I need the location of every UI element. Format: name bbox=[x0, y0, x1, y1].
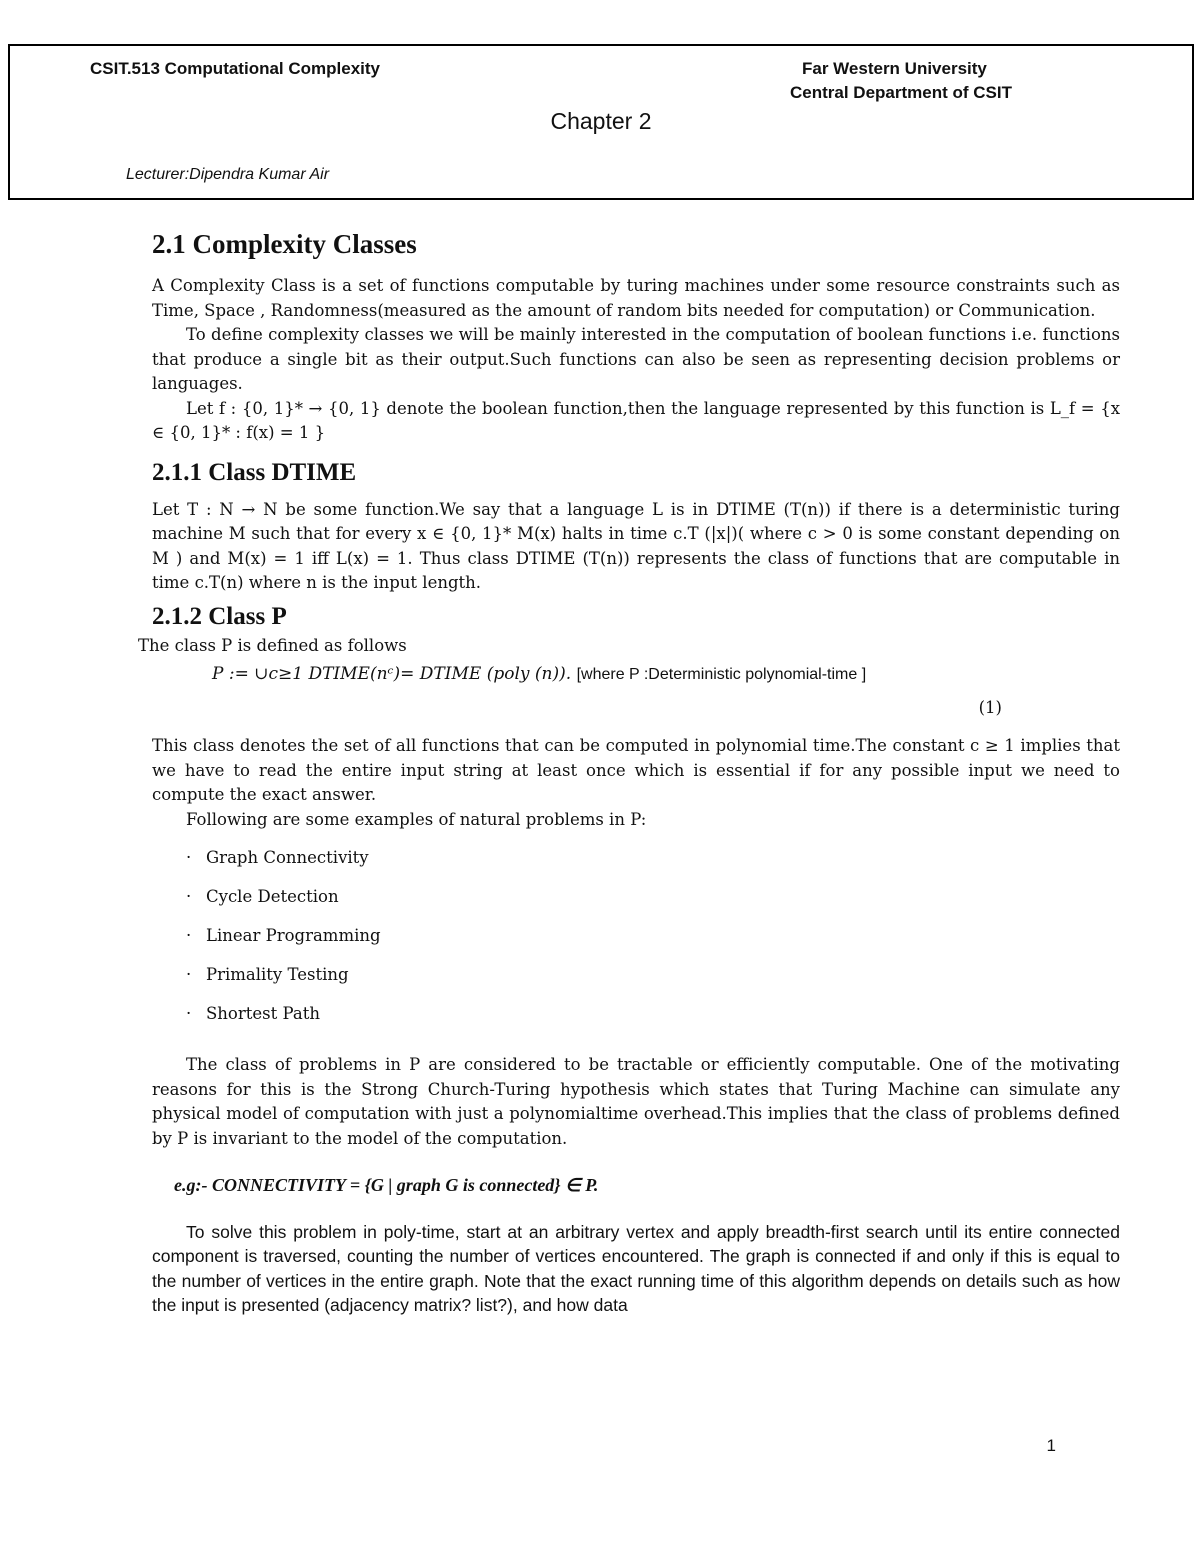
header-box bbox=[8, 44, 1194, 200]
course-title: CSIT.513 Computational Complexity bbox=[90, 59, 380, 78]
department-name: Central Department of CSIT bbox=[790, 83, 1012, 102]
formula-class-p bbox=[212, 662, 1120, 688]
page-number: 1 bbox=[1046, 1436, 1056, 1455]
lecturer-name: Lecturer:Dipendra Kumar Air bbox=[126, 166, 330, 183]
list-item: · Primality Testing bbox=[186, 963, 1120, 1002]
formula-note: [where P :Deterministic polynomial-time ] bbox=[576, 666, 867, 683]
paragraph-polynomial-time: This class denotes the set of all functions that can be computed in polynomial time.The constant c ≥ 1 implies that we have to read the entire input string at least once which is essential if for any possible input we need to compute the exact answer. bbox=[152, 736, 1120, 804]
paragraph-boolean-functions: To define complexity classes we will be mainly interested in the computation of boolean functions i.e. functions that produce a single bit as their output.Such functions can also be seen as representing decision problems or languages. bbox=[152, 325, 1120, 393]
paragraph-class-p-intro: The class P is defined as follows bbox=[138, 635, 407, 655]
bullet-icon: · bbox=[186, 926, 192, 945]
paragraph-language-definition: Let f : {0, 1}* → {0, 1} denote the boolean function,then the language represented by this function is L_f = {x ∈ {0, 1}* : f(x) = 1 } bbox=[152, 398, 1120, 442]
chapter-title: Chapter 2 bbox=[550, 108, 652, 134]
example-connectivity: e.g:- CONNECTIVITY = {G | graph G is connected} ∈ P. bbox=[174, 1175, 599, 1195]
bullet-icon: · bbox=[186, 1004, 192, 1023]
paragraph-complexity-class-definition: A Complexity Class is a set of functions computable by turing machines under some resource constraints such as Time, Space , Randomness(measured as the amount of random bits needed for computation) or Communication. bbox=[152, 276, 1120, 320]
section-heading-2-1: 2.1 Complexity Classes bbox=[152, 229, 417, 259]
section-heading-2-1-2: 2.1.2 Class P bbox=[152, 602, 287, 630]
university-name: Far Western University bbox=[802, 59, 987, 78]
list-item: · Linear Programming bbox=[186, 924, 1120, 963]
bullet-icon: · bbox=[186, 965, 192, 984]
equation-number: (1) bbox=[978, 697, 1002, 717]
section-heading-2-1-1: 2.1.1 Class DTIME bbox=[152, 458, 357, 486]
paragraph-dtime-definition: Let T : N → N be some function.We say that a language L is in DTIME (T(n)) if there is a deterministic turing machine M such that for every x ∈ {0, 1}* M(x) halts in time c.T (|x|)( where c > 0 is some constant depending on M ) and M(x) = 1 iff L(x) = 1. Thus class DTIME (T(n)) represents the class of functions that are computable in time c.T(n) where n is the input length. bbox=[152, 499, 1120, 592]
document-body bbox=[138, 228, 1120, 1318]
examples-list bbox=[152, 846, 1120, 1041]
list-item: · Cycle Detection bbox=[186, 885, 1120, 924]
paragraph-tractable: The class of problems in P are considered to be tractable or efficiently computable. One of the motivating reasons for this is the Strong Church-Turing hypothesis which states that Turing Machine can simulate any physical model of computation with just a polynomialtime overhead.This implies that the class of problems defined by P is invariant to the model of the computation. bbox=[152, 1055, 1120, 1148]
paragraph-bfs-algorithm: To solve this problem in poly-time, start at an arbitrary vertex and apply breadth-first search until its entire connected component is traversed, counting the number of vertices encountered. The graph is connected if and only if this is equal to the number of vertices in the entire graph. Note that the exact running time of this algorithm depends on details such as how the input is presented (adjacency matrix? list?), and how data bbox=[152, 1221, 1120, 1315]
bullet-icon: · bbox=[186, 887, 192, 906]
list-item: · Graph Connectivity bbox=[186, 846, 1120, 885]
paragraph-examples-intro: Following are some examples of natural problems in P: bbox=[186, 809, 647, 829]
list-item: · Shortest Path bbox=[186, 1002, 1120, 1041]
formula-expression: P := ∪c≥1 DTIME(nᶜ)= DTIME (poly (n)). bbox=[212, 664, 572, 684]
bullet-icon: · bbox=[186, 848, 192, 867]
